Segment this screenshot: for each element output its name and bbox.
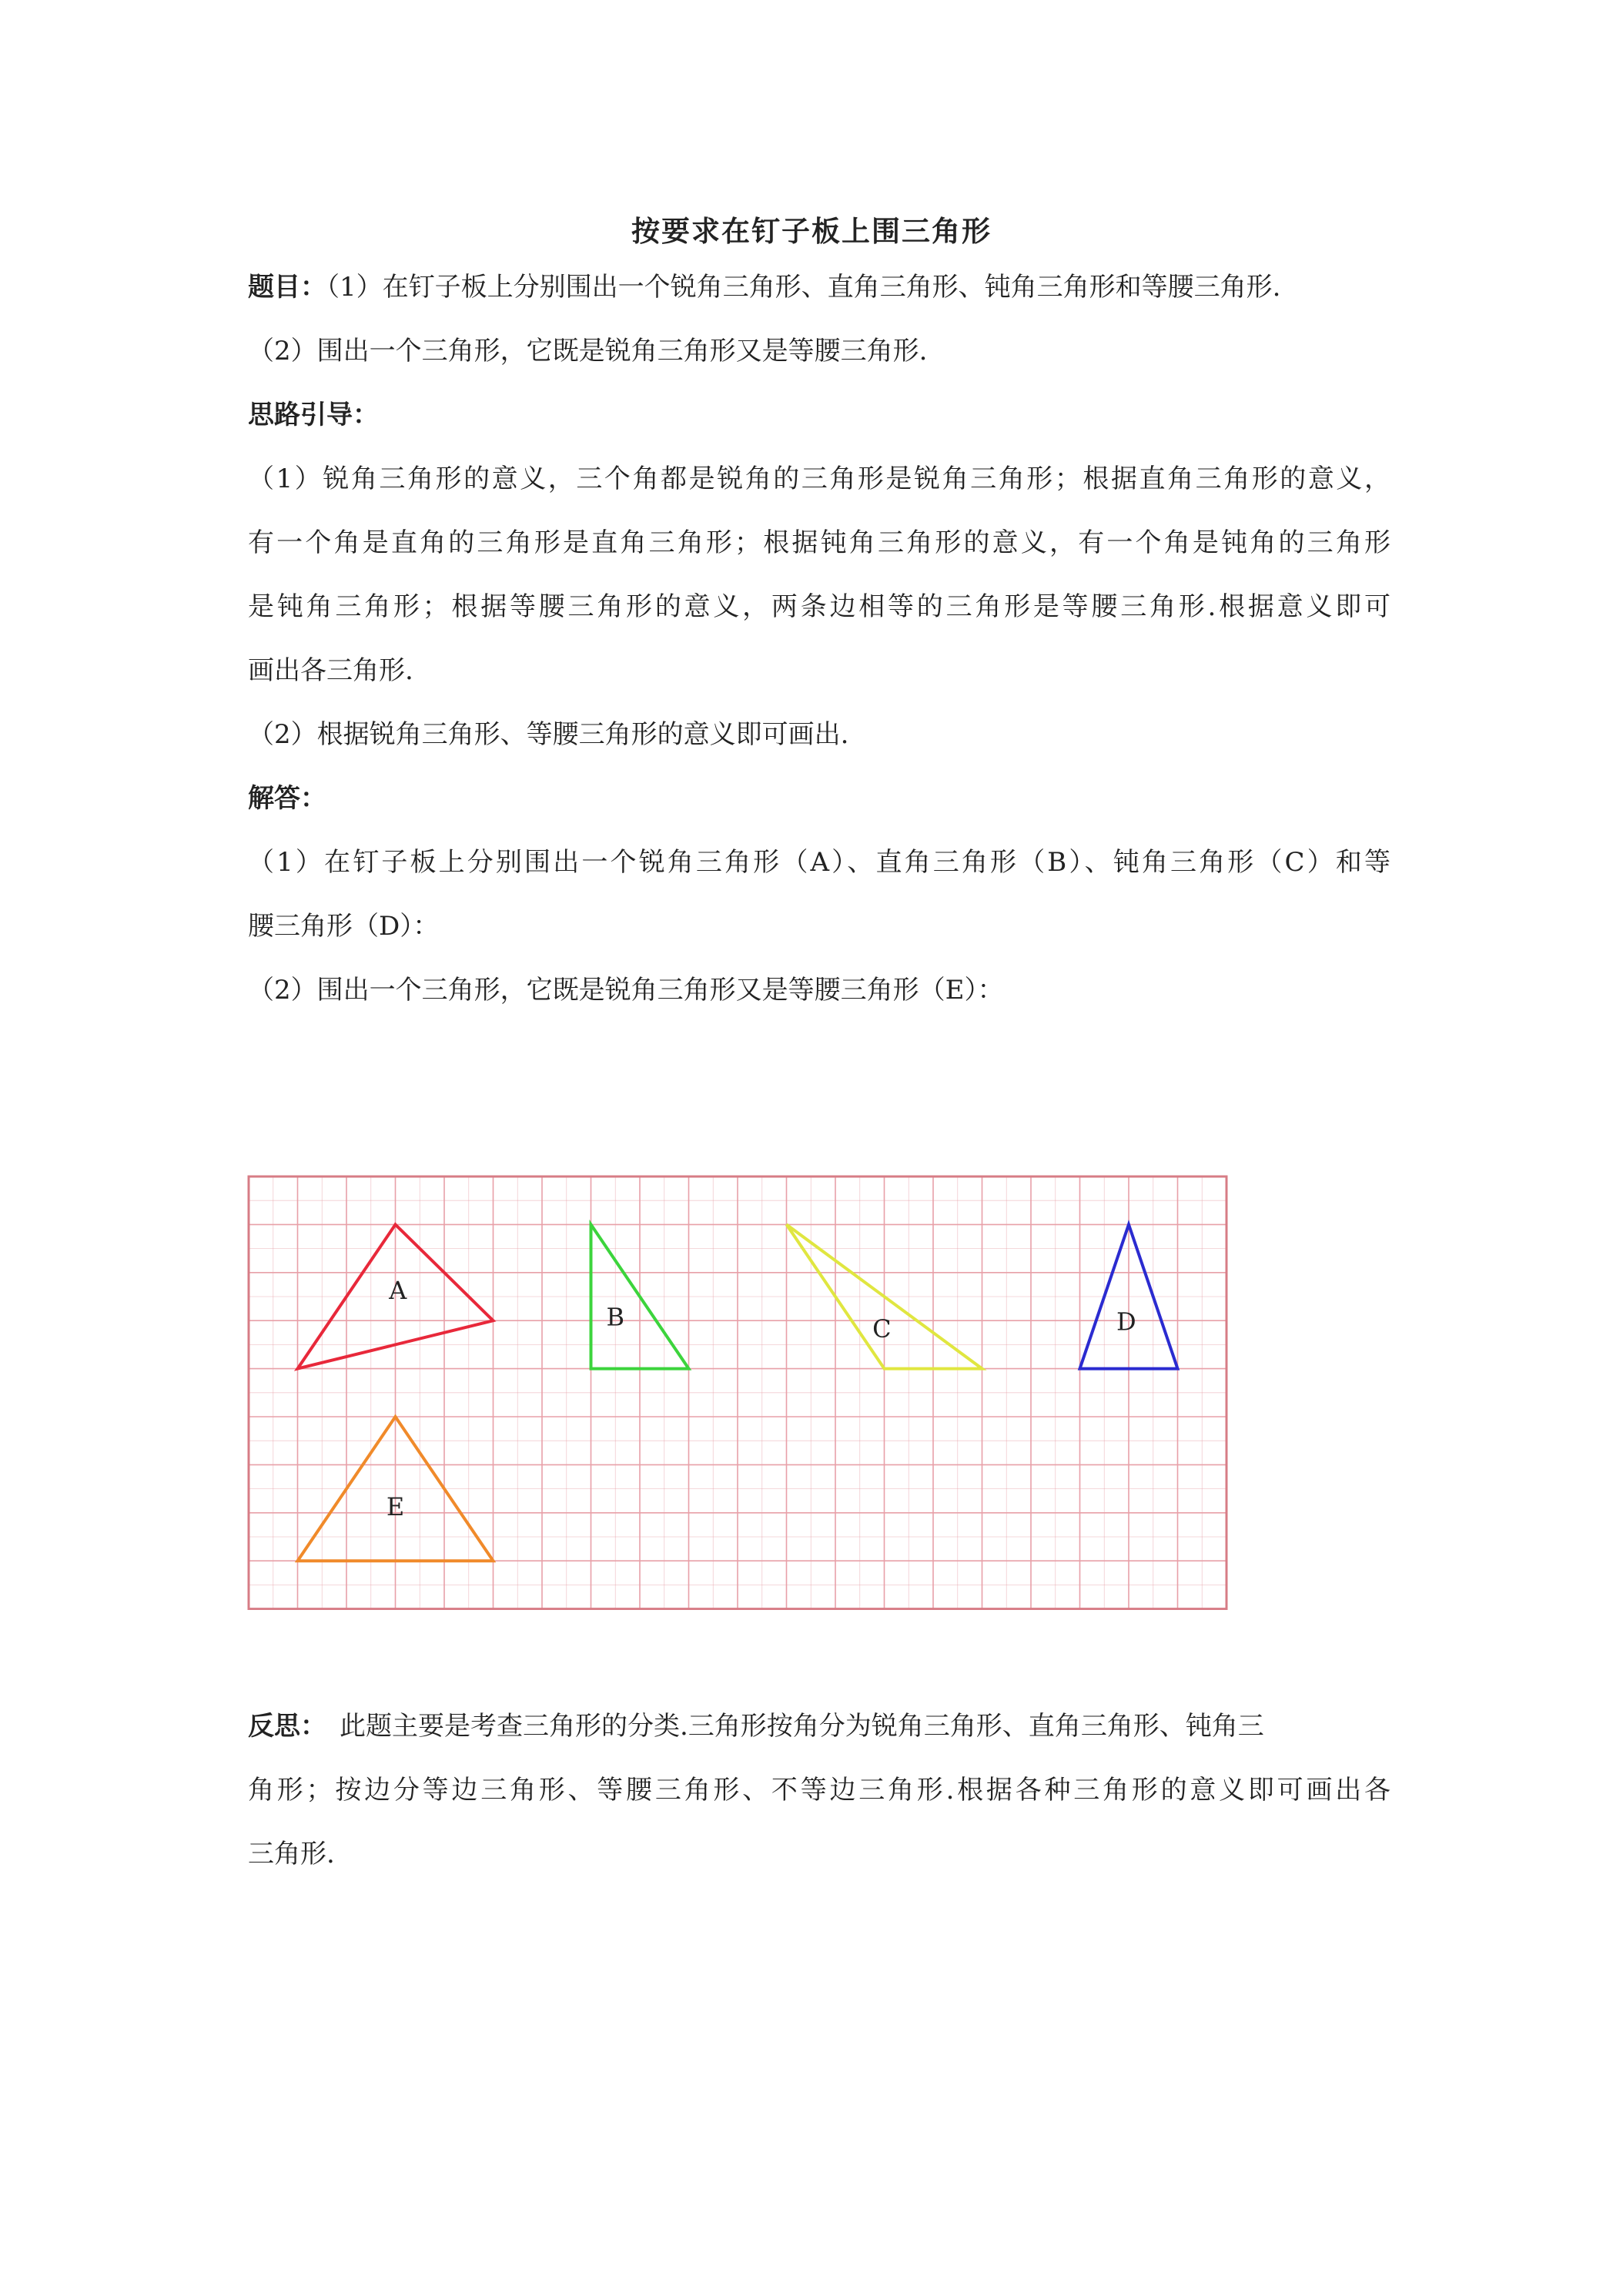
answer-line-2: 腰三角形（D）： [248,911,440,942]
hint-line-1: （1）锐角三角形的意义，三个角都是锐角的三角形是锐角三角形；根据直角三角形的意义， [248,464,1390,494]
hint-line-2: 有一个角是直角的三角形是直角三角形；根据钝角三角形的意义，有一个角是钝角的三角形 [248,527,1390,558]
answer-line-1: （1）在钉子板上分别围出一个锐角三角形（A）、直角三角形（B）、钝角三角形（C）和等 [248,847,1390,878]
triangle-label-d: D [1116,1307,1136,1337]
hint-line-3: 是钝角三角形；根据等腰三角形的意义，两条边相等的三角形是等腰三角形.根据意义即可 [248,591,1390,622]
hint-line-5: （2）根据锐角三角形、等腰三角形的意义即可画出. [248,719,849,750]
reflection-line-1 [248,1711,1403,1742]
question-line-2: （2）围出一个三角形，它既是锐角三角形又是等腰三角形. [248,336,928,366]
geoboard-figure [246,1174,1229,1610]
hint-label: 思路引导： [248,400,379,430]
grid-lines [249,1176,1226,1609]
triangle-label-c: C [872,1314,892,1344]
question-text-1: （1）在钉子板上分别围出一个锐角三角形、直角三角形、钝角三角形和等腰三角形. [326,272,1281,303]
reflection-text-1: 此题主要是考查三角形的分类.三角形按角分为锐角三角形、直角三角形、钝角三 [313,1711,1264,1742]
reflection-label: 反思： [248,1711,313,1742]
question-line-1 [248,272,1403,303]
triangle-label-b: B [606,1302,625,1332]
answer-line-3: （2）围出一个三角形，它既是锐角三角形又是等腰三角形（E）： [248,975,1004,1006]
reflection-line-2: 角形；按边分等边三角形、等腰三角形、不等边三角形.根据各种三角形的意义即可画出各 [248,1775,1390,1806]
answer-label: 解答： [248,783,326,814]
reflection-line-3: 三角形. [248,1839,335,1869]
question-label: 题目： [248,272,326,303]
hint-line-4: 画出各三角形. [248,655,413,686]
page-title: 按要求在钉子板上围三角形 [631,215,992,248]
triangle-label-a: A [389,1276,407,1306]
triangle-label-e: E [386,1491,405,1521]
